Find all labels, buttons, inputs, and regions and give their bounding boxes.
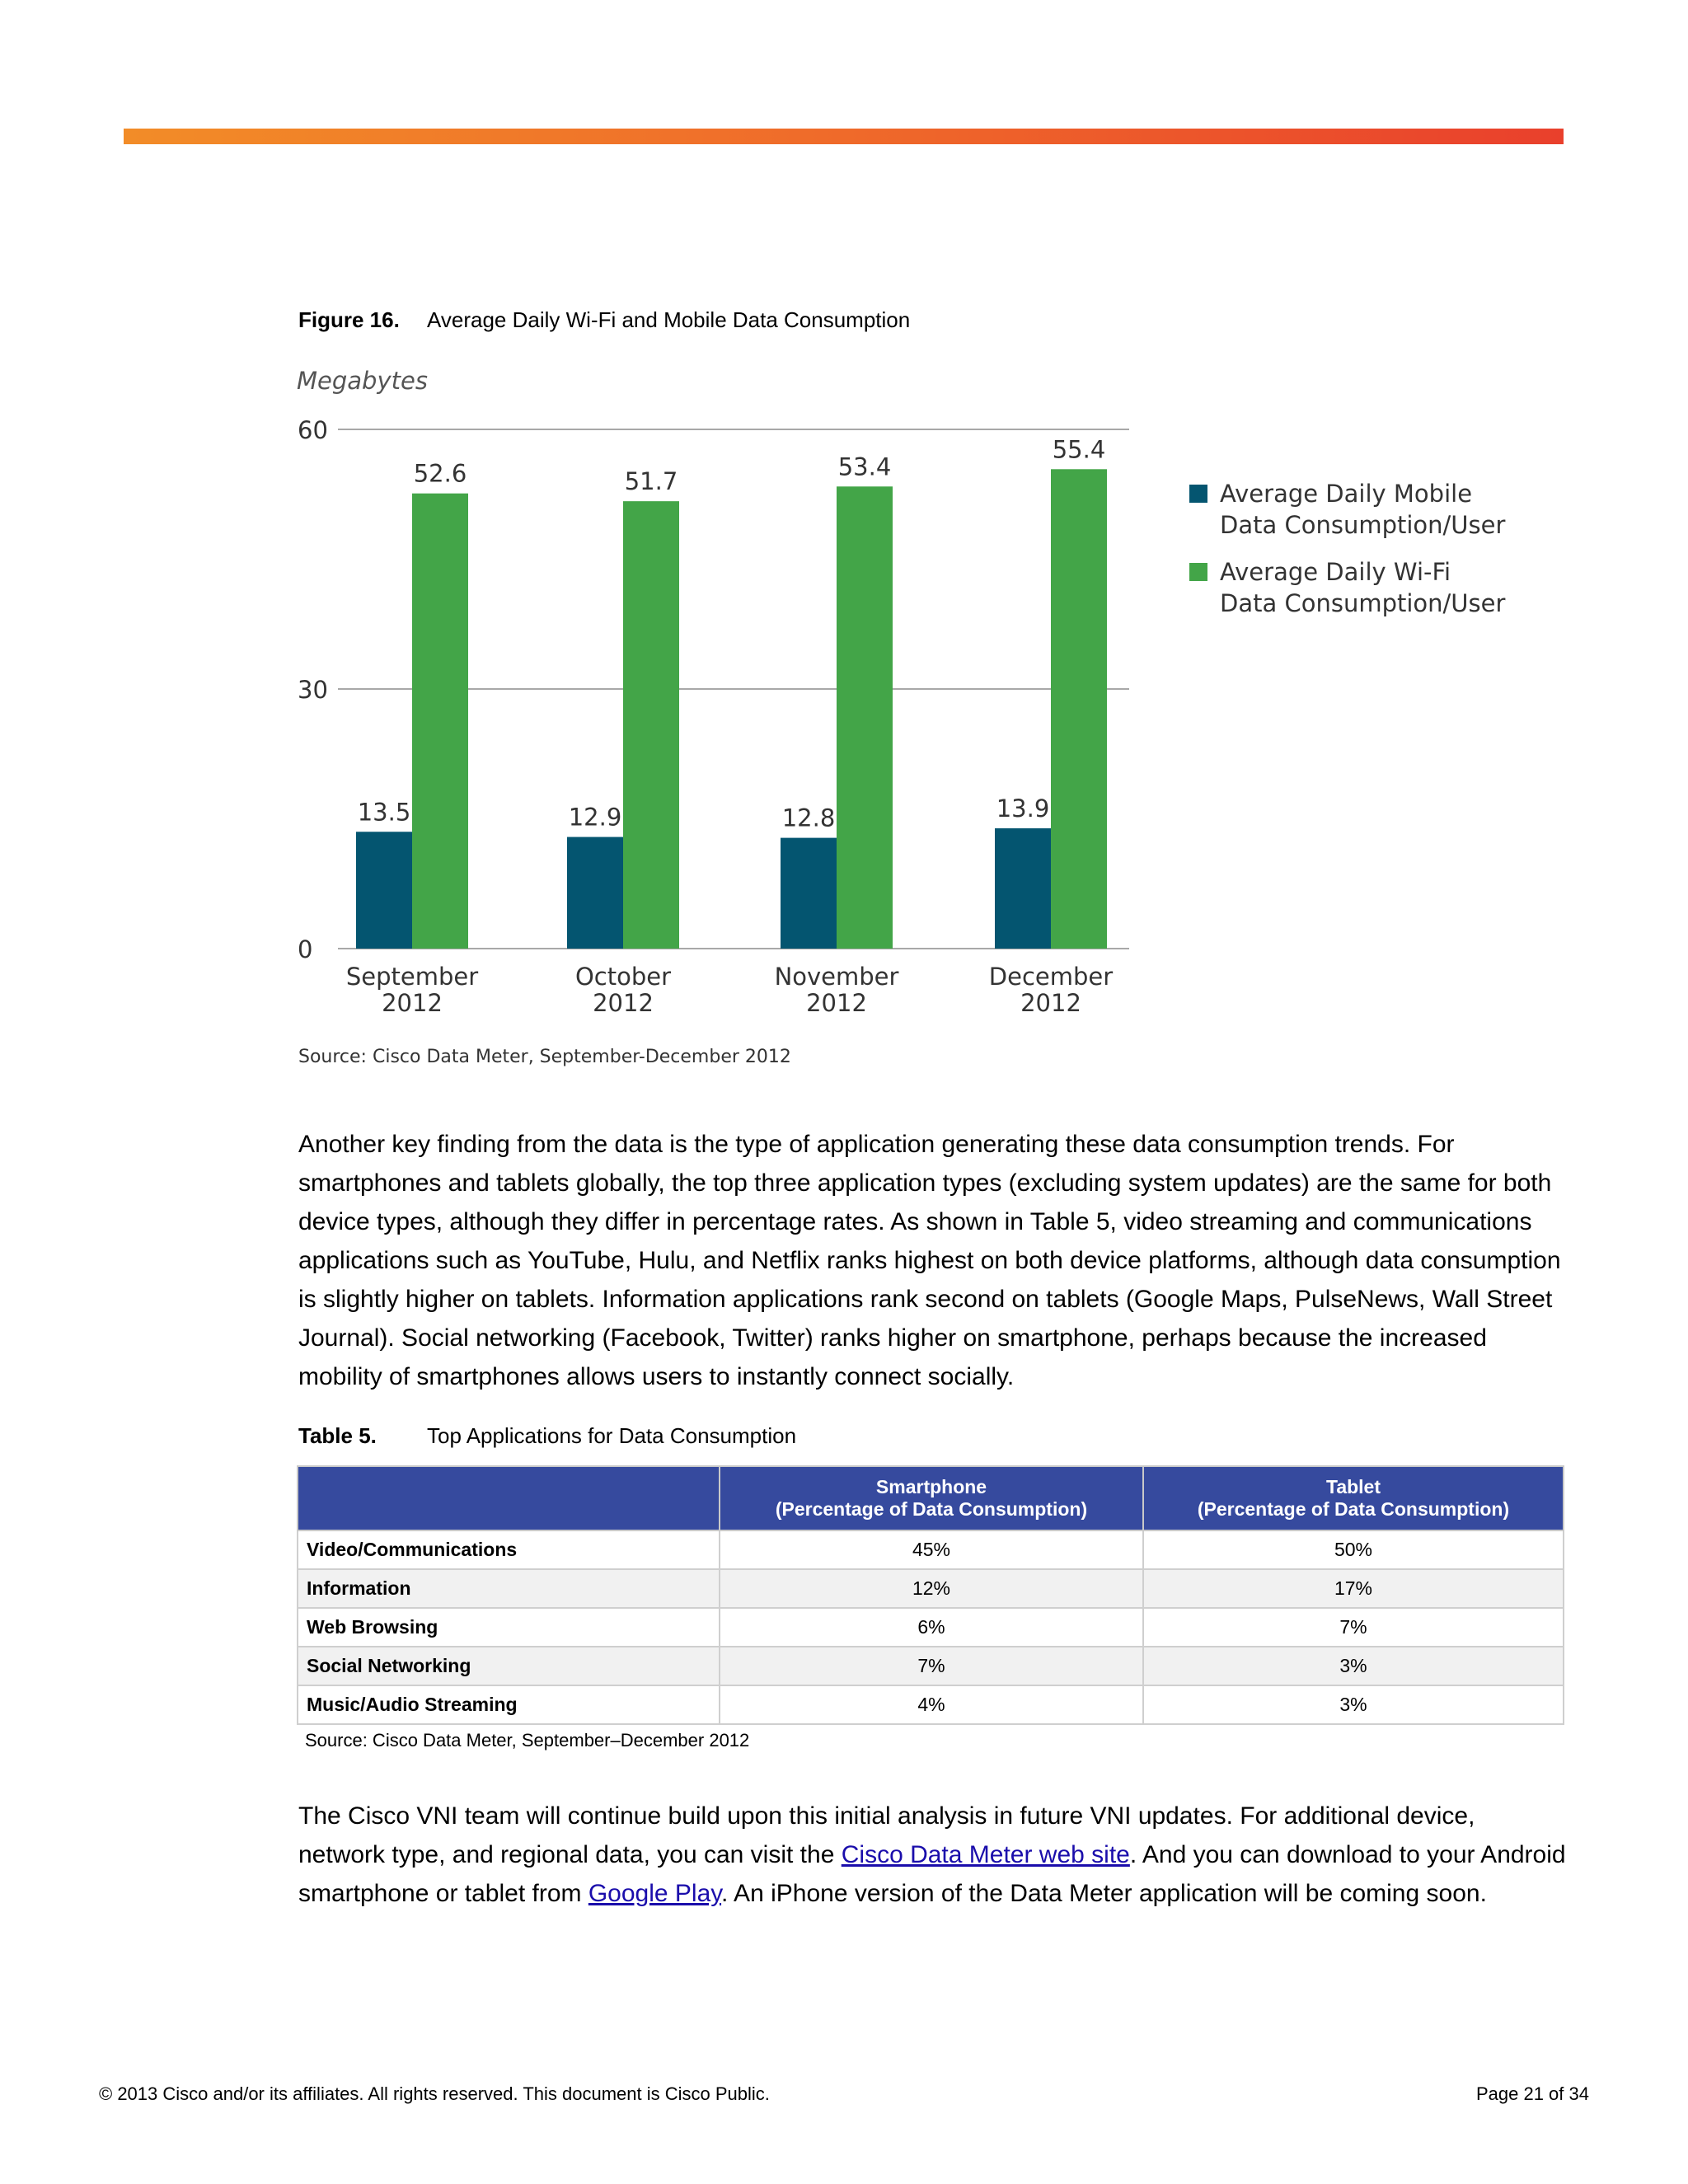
applications-table bbox=[297, 1465, 1564, 1725]
table-row bbox=[298, 1685, 1564, 1724]
bar-mobile-november bbox=[781, 838, 837, 949]
legend-swatch-wifi bbox=[1189, 563, 1207, 581]
header-smartphone-sub: (Percentage of Data Consumption) bbox=[775, 1498, 1088, 1520]
table-row bbox=[298, 1530, 1564, 1569]
table-label: Table 5. bbox=[298, 1423, 377, 1448]
row-tablet: 7% bbox=[1143, 1608, 1564, 1647]
page-number: Page 21 of 34 bbox=[1475, 2083, 1589, 2104]
data-label-mobile-october: 12.9 bbox=[568, 803, 622, 832]
para2-text-1: The Cisco VNI team will continue build upon this initial analysis in future VNI updates. For additional device, network type, and regional data, you can visit the bbox=[298, 1802, 1475, 1868]
row-app: Information bbox=[298, 1569, 720, 1608]
google-play-link[interactable]: Google Play bbox=[588, 1880, 722, 1907]
bar-wifi-november bbox=[837, 486, 893, 949]
cisco-data-meter-link[interactable]: Cisco Data Meter web site bbox=[841, 1841, 1130, 1868]
figure-label: Figure 16. bbox=[298, 307, 400, 332]
table-title: Top Applications for Data Consumption bbox=[427, 1423, 797, 1448]
row-app: Music/Audio Streaming bbox=[298, 1685, 720, 1724]
bar-mobile-september bbox=[356, 832, 412, 949]
bar-mobile-october bbox=[567, 837, 623, 949]
legend-mobile-line2: Data Consumption/User bbox=[1220, 511, 1506, 539]
x-label-november: November bbox=[774, 963, 899, 991]
figure-caption bbox=[298, 307, 910, 333]
header-tablet-title: Tablet bbox=[1325, 1476, 1381, 1497]
bar-wifi-september bbox=[412, 494, 468, 949]
data-label-wifi-september: 52.6 bbox=[413, 459, 467, 488]
body-paragraph-1: Another key finding from the data is the type of application generating these data consumption trends. For smartphones and tablets globally, the top three application types (excluding system updates) are the same for both device types, although they differ in percentage rates. As shown in Table 5, video streaming and communications applications such as YouTube, Hulu, and Netflix ranks highest on both device platforms, although data consumption is slightly higher on tablets. Information applications rank second on tablets (Google Maps, PulseNews, Wall Street Journal). Social networking (Facebook, Twitter) ranks higher on smartphone, perhaps because the increased mobility of smartphones allows users to instantly connect socially. bbox=[298, 1131, 1561, 1390]
data-label-mobile-november: 12.8 bbox=[781, 804, 836, 832]
chart-source: Source: Cisco Data Meter, September-December 2012 bbox=[298, 1047, 791, 1067]
bar-group bbox=[356, 435, 1107, 949]
row-smartphone: 45% bbox=[720, 1530, 1143, 1569]
x-label-december-year: 2012 bbox=[1020, 989, 1081, 1017]
row-tablet: 3% bbox=[1143, 1685, 1564, 1724]
header-tablet-sub: (Percentage of Data Consumption) bbox=[1197, 1498, 1510, 1520]
bar-wifi-december bbox=[1051, 469, 1107, 949]
legend-wifi-line1: Average Daily Wi-Fi bbox=[1220, 558, 1451, 586]
para2-text-3: . An iPhone version of the Data Meter application will be coming soon. bbox=[721, 1880, 1487, 1907]
header-empty bbox=[298, 1466, 720, 1530]
x-label-december: December bbox=[988, 963, 1114, 991]
legend-mobile-line1: Average Daily Mobile bbox=[1220, 480, 1473, 508]
legend-wifi-line2: Data Consumption/User bbox=[1220, 589, 1506, 617]
table-source: Source: Cisco Data Meter, September–December 2012 bbox=[305, 1730, 750, 1750]
header-smartphone bbox=[720, 1466, 1143, 1530]
table-header-row bbox=[298, 1466, 1564, 1530]
figure-title: Average Daily Wi-Fi and Mobile Data Consumption bbox=[427, 307, 911, 332]
x-label-september-year: 2012 bbox=[382, 989, 443, 1017]
header-smartphone-title: Smartphone bbox=[875, 1476, 987, 1497]
row-smartphone: 6% bbox=[720, 1608, 1143, 1647]
footer-copyright: © 2013 Cisco and/or its affiliates. All rights reserved. This document is Cisco Public. bbox=[99, 2083, 770, 2104]
table-row bbox=[298, 1608, 1564, 1647]
row-smartphone: 12% bbox=[720, 1569, 1143, 1608]
x-label-september: September bbox=[345, 963, 479, 991]
x-label-october: October bbox=[574, 963, 672, 991]
table-row bbox=[298, 1569, 1564, 1608]
legend-swatch-mobile bbox=[1189, 485, 1207, 503]
bar-wifi-october bbox=[623, 501, 679, 949]
row-tablet: 3% bbox=[1143, 1647, 1564, 1685]
table-row bbox=[298, 1647, 1564, 1685]
header-tablet bbox=[1143, 1466, 1564, 1530]
body-paragraph-2 bbox=[298, 1797, 1568, 1913]
y-tick-0: 0 bbox=[298, 935, 313, 963]
row-smartphone: 7% bbox=[720, 1647, 1143, 1685]
y-axis-label: Megabytes bbox=[297, 367, 428, 395]
para2-text-2: . And you can download to your Android smartphone or tablet from bbox=[298, 1841, 1566, 1907]
data-label-wifi-november: 53.4 bbox=[837, 452, 892, 481]
x-label-november-year: 2012 bbox=[806, 989, 867, 1017]
x-label-october-year: 2012 bbox=[593, 989, 654, 1017]
data-label-mobile-september: 13.5 bbox=[357, 798, 411, 827]
data-label-wifi-december: 55.4 bbox=[1052, 435, 1106, 464]
y-tick-30: 30 bbox=[298, 676, 328, 704]
row-app: Video/Communications bbox=[298, 1530, 720, 1569]
header-accent-bar bbox=[124, 129, 1564, 144]
row-tablet: 17% bbox=[1143, 1569, 1564, 1608]
row-app: Web Browsing bbox=[298, 1608, 720, 1647]
data-label-mobile-december: 13.9 bbox=[996, 794, 1050, 823]
table-caption bbox=[298, 1422, 796, 1449]
y-tick-60: 60 bbox=[298, 416, 328, 444]
bar-mobile-december bbox=[995, 828, 1051, 949]
data-label-wifi-october: 51.7 bbox=[624, 467, 678, 496]
row-app: Social Networking bbox=[298, 1647, 720, 1685]
row-tablet: 50% bbox=[1143, 1530, 1564, 1569]
row-smartphone: 4% bbox=[720, 1685, 1143, 1724]
bar-chart bbox=[280, 354, 1566, 1030]
